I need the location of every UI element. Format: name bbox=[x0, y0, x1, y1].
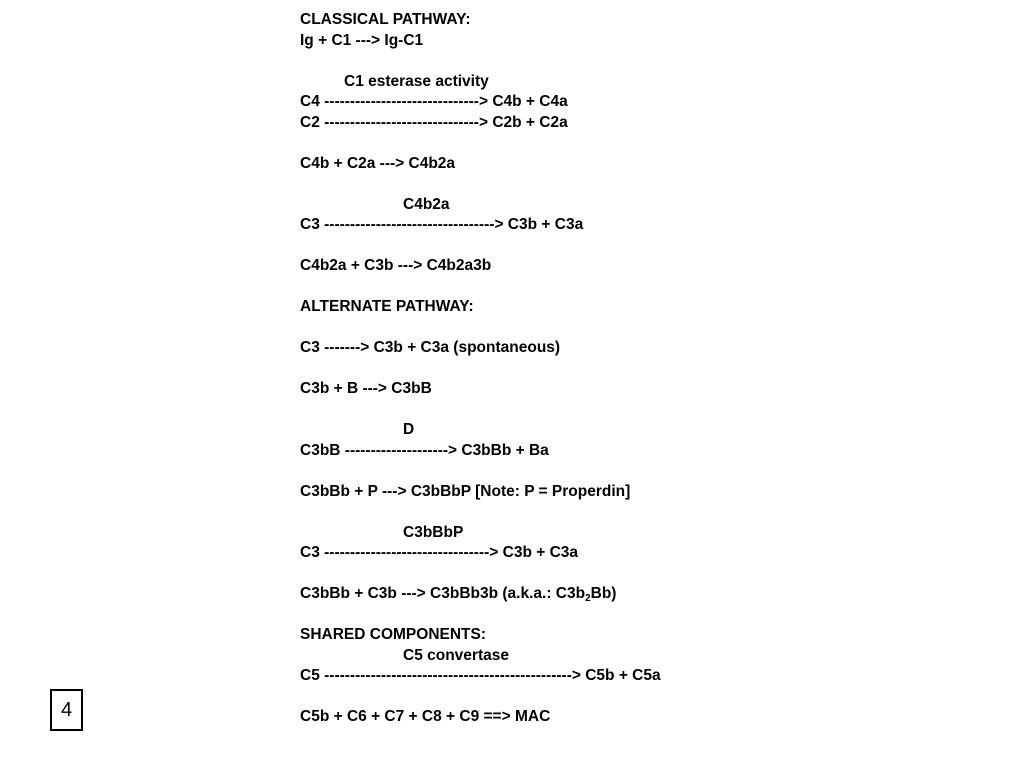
page-number-box bbox=[50, 689, 83, 731]
c3bbbp-enzyme-label: C3bBbP bbox=[403, 523, 464, 541]
classical-pathway-heading: CLASSICAL PATHWAY: bbox=[300, 11, 471, 28]
c5-cleavage-reaction: C5 ------------------------------------------------> C5b + C5a bbox=[300, 667, 661, 684]
c3bbb3b-text: C3bBb + C3b ---> C3bBb3b (a.k.a.: C3b bbox=[300, 585, 586, 602]
mac-formation-reaction: C5b + C6 + C7 + C8 + C9 ==> MAC bbox=[300, 708, 551, 725]
pathway-notes bbox=[300, 10, 661, 728]
c4-cleavage-reaction: C4 ------------------------------> C4b + C4a bbox=[300, 93, 568, 110]
c1-esterase-label: C1 esterase activity bbox=[344, 72, 489, 90]
c3bb-formation-reaction: C3b + B ---> C3bB bbox=[300, 380, 432, 397]
spontaneous-c3-reaction: C3 -------> C3b + C3a (spontaneous) bbox=[300, 339, 561, 356]
c3bbb3b-formation-reaction bbox=[300, 584, 661, 605]
properdin-reaction: C3bBb + P ---> C3bBbP [Note: P = Properdin] bbox=[300, 482, 631, 500]
subscript-two: 2 bbox=[585, 593, 591, 604]
classical-c3-cleavage-reaction: C3 ---------------------------------> C3b + C3a bbox=[300, 216, 584, 233]
factor-d-label: D bbox=[403, 421, 415, 438]
c5-convertase-label: C5 convertase bbox=[403, 646, 509, 664]
page-number: 4 bbox=[60, 698, 73, 721]
alternate-pathway-heading: ALTERNATE PATHWAY: bbox=[300, 298, 474, 315]
c4b2a-enzyme-label: C4b2a bbox=[403, 195, 450, 213]
c3bbb-cleavage-reaction: C3bB --------------------> C3bBb + Ba bbox=[300, 441, 549, 459]
shared-components-heading: SHARED COMPONENTS: bbox=[300, 626, 487, 643]
alternate-c3-cleavage-reaction: C3 --------------------------------> C3b + C3a bbox=[300, 544, 579, 561]
c2-cleavage-reaction: C2 ------------------------------> C2b + C2a bbox=[300, 113, 568, 131]
ig-c1-reaction: Ig + C1 ---> Ig-C1 bbox=[300, 31, 424, 49]
c3bbb3b-suffix: Bb) bbox=[590, 585, 617, 602]
c4b2a-formation-reaction: C4b + C2a ---> C4b2a bbox=[300, 154, 456, 172]
c4b2a3b-formation-reaction: C4b2a + C3b ---> C4b2a3b bbox=[300, 257, 492, 274]
